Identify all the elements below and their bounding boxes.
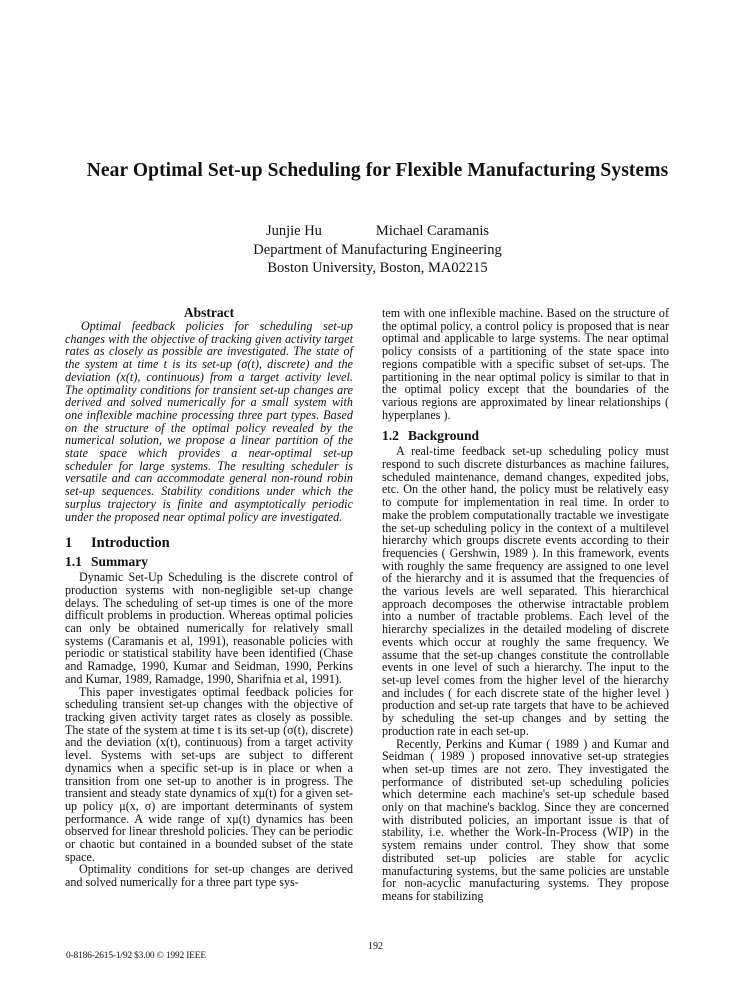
- author-department: Department of Manufacturing Engineering: [253, 241, 502, 258]
- right-column: [382, 307, 669, 903]
- section-number: 1: [65, 535, 73, 552]
- paragraph: This paper investigates optimal feedback policies for scheduling transient set-up changes with the objective of tracking given activity target rates as closely as possible. The state of the system at time t is its set-up (σ(t), discrete) and the deviation (x(t), continuous) from a target activity level. Systems with set-ups are subject to different dynamics when a specific set-up is in place or when a transition from one set-up to another is in progress. The transient and steady state dynamics of xμ(t) for a given set-up policy μ(x, σ) are important determinants of system performance. A wide range of xμ(t) dynamics has been observed for linear threshold policies. They can be periodic or chaotic but contained in a bounded subset of the state space.: [65, 684, 353, 864]
- section-heading-introduction: [65, 535, 353, 552]
- copyright-notice: 0-8186-2615-1/92 $3.00 © 1992 IEEE: [66, 951, 206, 961]
- author-name: Junjie Hu: [265, 223, 322, 239]
- paragraph-continuation: tem with one inflexible machine. Based on the structure of the optimal policy, a control policy is proposed that is near optimal and applicable to large systems. The near optimal policy consists of a partitioning of the state space into regions compatible with a specific subset of set-ups. The partitioning in the near optimal policy is similar to that in the optimal policy except that the boundaries of the various regions are approximated by linear relationships ( hyperplanes ).: [382, 306, 669, 422]
- subsection-title: Summary: [91, 554, 148, 570]
- left-column: [65, 305, 353, 889]
- paragraph: Dynamic Set-Up Scheduling is the discrete control of production systems with non-negligible set-up change delays. The scheduling of set-up times is one of the more difficult problems in production. Whereas optimal policies can only be obtained numerically for relatively small systems (Caramanis et al, 1991), reasonable policies with periodic or statistical stability have been identified (Chase and Ramadge, 1990, Kumar and Seidman, 1990, Perkins and Kumar, 1989, Ramadge, 1990, Sharifnia et al, 1991).: [65, 570, 353, 686]
- subsection-number: 1.2: [382, 428, 399, 444]
- abstract-heading: Abstract: [183, 305, 235, 320]
- abstract-text: Optimal feedback policies for scheduling set-up changes with the objective of tracking given activity target rates as closely as possible are investigated. The state of the system at time t is its set-up (σ(t), discrete) and the deviation (x(t), continuous) from a target activity level. The optimality conditions for transient set-up changes are derived and solved numerically for a small system with one inflexible machine processing three part types. Based on the structure of the optimal policy revealed by the numerical solution, we propose a linear partition of the state space which provides a near-optimal set-up scheduler for large systems. The resulting scheduler is versatile and can accommodate general non-round robin set-up sequences. Stability conditions under which the surplus trajectory is finite and asymptotically periodic under the proposed near optimal policy are investigated.: [65, 319, 353, 524]
- subsection-heading-summary: [65, 554, 353, 570]
- author-name: Michael Caramanis: [375, 223, 490, 239]
- paragraph: Recently, Perkins and Kumar ( 1989 ) and Kumar and Seidman ( 1989 ) proposed innovative set-up strategies when set-up times are not zero. They investigated the performance of distributed set-up scheduling policies which determine each machine's set-up schedule based only on that machine's backlog. Since they are concerned with distributed policies, an important issue is that of stability, i.e. whether the Work-In-Process (WIP) in the system remains under control. They show that some distributed set-up policies are stable for acyclic manufacturing systems, but the same policies are unstable for non-acyclic manufacturing systems. They propose means for stabilizing: [382, 736, 669, 903]
- paragraph: A real-time feedback set-up scheduling policy must respond to such discrete disturbances as machine failures, scheduled maintenance, demand changes, expedited jobs, etc. On the other hand, the policy must be relatively easy to compute for implementation in real time. In order to make the problem computationally tractable we investigate the set-up scheduling policy in the context of a multilevel hierarchy which groups discrete events according to their frequencies ( Gershwin, 1989 ). In this framework, events with roughly the same frequency are assigned to one level of the hierarchy and it is assumed that the frequencies of the various levels are well separated. This hierarchical approach decomposes the otherwise intractable problem into a number of tractable problems. Each level of the hierarchy specializes in the detailed modeling of discrete events which occur at roughly the same frequency. We assume that the set-up changes constitute the controllable events in one level of such a hierarchy. The input to the set-up level comes from the higher level of the hierarchy and includes ( for each discrete state of the higher level ) production and set-up rate targets that have to be achieved by scheduling the set-up changes and by setting the production rate in each set-up.: [382, 444, 669, 738]
- paragraph: Optimality conditions for set-up changes are derived and solved numerically for a three part type sys-: [65, 862, 353, 890]
- section-title: Introduction: [91, 535, 170, 552]
- subsection-title: Background: [408, 428, 480, 444]
- subsection-number: 1.1: [65, 554, 82, 570]
- author-names: [60, 222, 695, 241]
- page-number: 192: [368, 941, 383, 952]
- author-block: [60, 222, 695, 278]
- subsection-heading-background: [382, 428, 669, 444]
- author-affiliation: Boston University, Boston, MA02215: [267, 260, 488, 276]
- paper-title: Near Optimal Set-up Scheduling for Flexible Manufacturing Systems: [86, 160, 669, 181]
